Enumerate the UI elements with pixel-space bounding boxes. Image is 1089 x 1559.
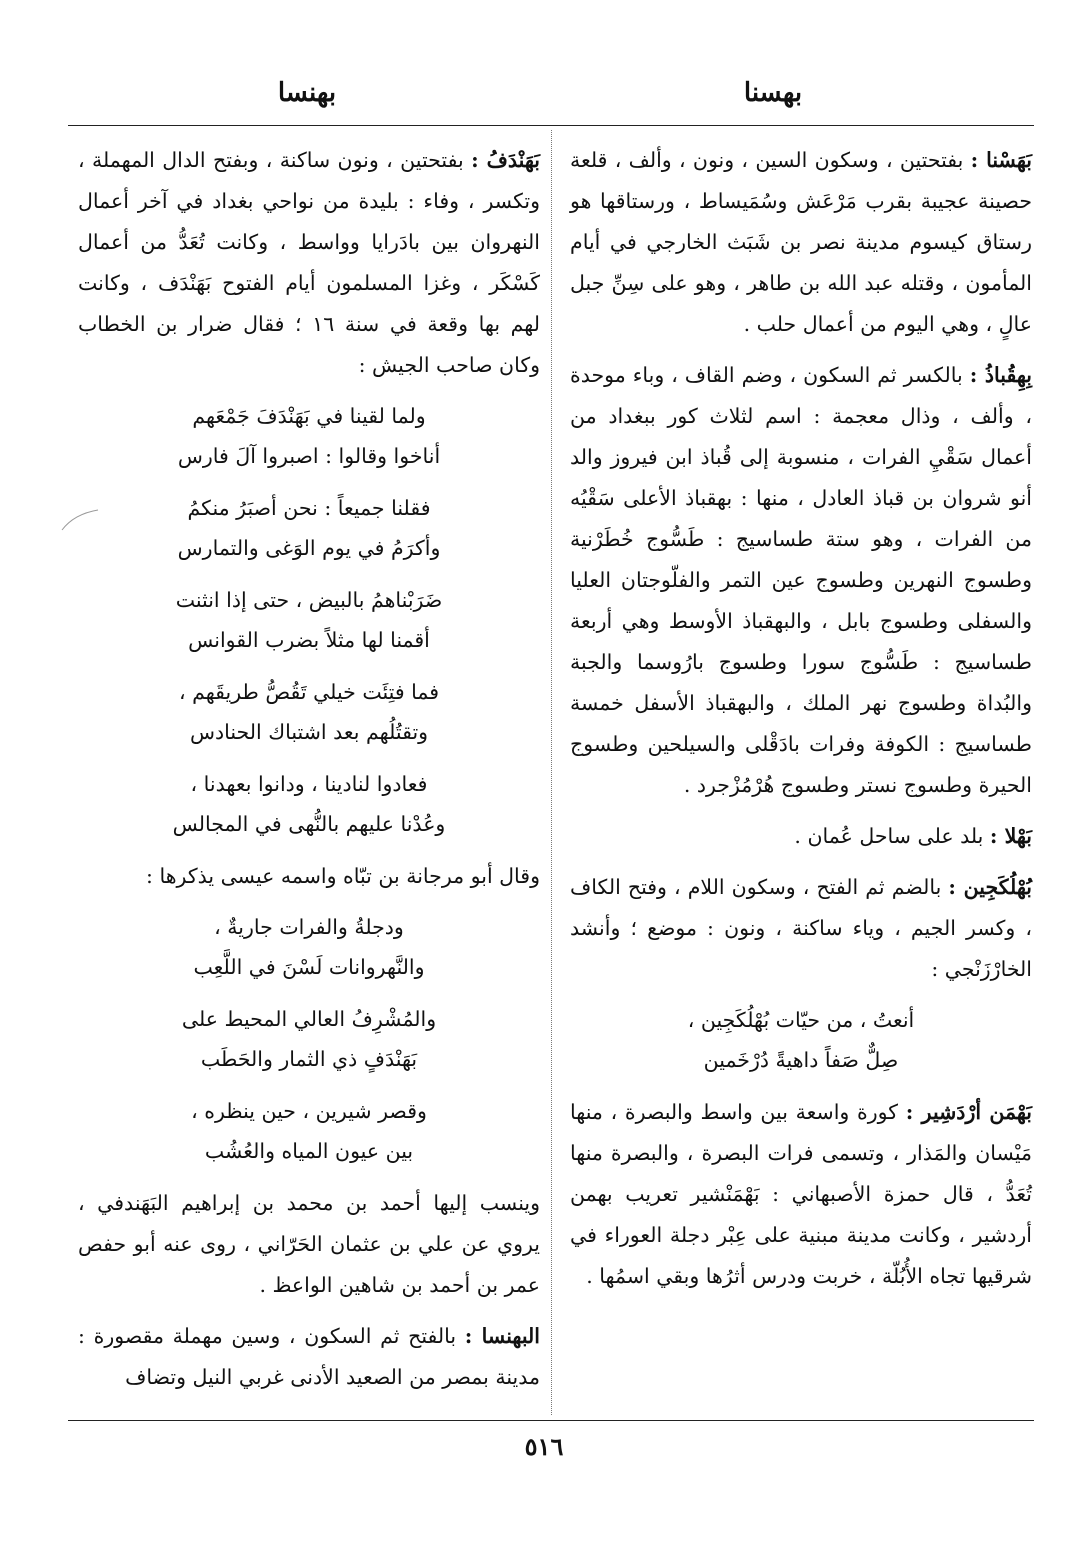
headword: البهنسا : bbox=[464, 1324, 540, 1348]
verse-line: وقصر شيرين ، حين ينظره ، bbox=[191, 1099, 427, 1123]
verse-line: بين عيون المياه والعُشُب bbox=[204, 1139, 414, 1163]
verse-line: فقلنا جميعاً : نحن أصبَرُ منكمُ bbox=[187, 496, 431, 520]
verse-line: والنَّهروانات لَسْنَ في اللَّعِب bbox=[193, 955, 425, 979]
bottom-rule bbox=[68, 1420, 1034, 1421]
entry-text: بالضم ثم الفتح ، وسكون اللام ، وفتح الكاف ، وكسر الجيم ، وياء ساكنة ، ونون : موضع ؛ وأنشد الخارْزَنْجي : bbox=[570, 875, 1032, 981]
verse-line: ودجلةُ والفرات جاريةٌ ، bbox=[214, 915, 404, 939]
entry-bahandaf bbox=[78, 140, 540, 386]
verse-block bbox=[570, 1000, 1032, 1080]
verse-line: أنعتُ ، من حيّات بُهْلُكَجِين ، bbox=[687, 1008, 915, 1032]
entry-bihiqubadh bbox=[570, 355, 1032, 806]
stray-pen-mark bbox=[60, 508, 100, 532]
verse-line: ضَرَبْناهمُ بالبيض ، حتى إذا انثنت bbox=[175, 588, 443, 612]
right-column bbox=[570, 140, 1032, 1307]
verse-block bbox=[78, 396, 540, 476]
verse-line: صِلٌّ صَفاً داهيةً دُرْخَمين bbox=[703, 1048, 899, 1072]
entry-text: وقال أبو مرجانة بن تبّاه واسمه عيسى يذكرها : bbox=[146, 864, 540, 888]
entry-text: بفتحتين ، وسكون السين ، ونون ، وألف ، قلعة حصينة عجيبة بقرب مَرْعَش وسُمَيساط ، ورستاقها هو رستاق كيسوم مدينة نصر بن شَبَث الخارجي في أيام المأمون ، وقتله عبد الله بن طاهر ، وهو على سِنِّ جبل عالٍ ، وهي اليوم من أعمال حلب . bbox=[570, 148, 1032, 336]
headword: بَهَسْنا : bbox=[970, 148, 1032, 172]
verse-line: وعُدْنا عليهم بالنُّهى في المجالس bbox=[172, 812, 446, 836]
entry-bahla bbox=[570, 816, 1032, 857]
left-column bbox=[78, 140, 540, 1408]
column-divider bbox=[551, 130, 552, 1415]
entry-bahman-ardashir bbox=[570, 1092, 1032, 1297]
verse-block bbox=[78, 672, 540, 752]
verse-block bbox=[78, 488, 540, 568]
headword: بُهْلُكَجِين : bbox=[948, 875, 1032, 899]
entry-text: بلد على ساحل عُمان . bbox=[794, 824, 984, 848]
running-header-left: بهنسا bbox=[277, 78, 337, 108]
top-rule bbox=[68, 125, 1034, 126]
verse-line: أناخوا وقالوا : اصبروا آلَ فارس bbox=[177, 444, 441, 468]
verse-line: بَهَنْدَفٍ ذي الثمار والحَطَب bbox=[200, 1047, 418, 1071]
verse-line: وتقتُلُهم بعد اشتباك الحنادس bbox=[189, 720, 429, 744]
entry-text-block bbox=[78, 1183, 540, 1306]
verse-line: ولما لقينا في بَهَنْدَفَ جَمْعَهم bbox=[192, 404, 426, 428]
headword: بَهَنْدَفُ : bbox=[471, 148, 540, 172]
verse-line: فما فتِئَت خيلي تَقُصُّ طريقَهم ، bbox=[178, 680, 440, 704]
entry-text: بالكسر ثم السكون ، وضم القاف ، وباء موحدة ، وألف ، وذال معجمة : اسم لثلاث كور ببغداد من أعمال سَقْيِ الفرات ، منسوبة إلى قُباذ ابن فيروز والد أنو شروان بن قباذ العادل ، منها : بهقباذ الأعلى سَقْيُه من الفرات ، وهو ستة طساسيج : طَسُّوج خُطَرْنية وطسوج النهرين وطسوج عين التمر والفلّوجتان العليا والسفلى وطسوج بابل ، والبهقباذ الأوسط وهي أربعة طساسيج : طَسُّوج سورا وطسوج بارُوسما والجبة والبُداة وطسوج نهر الملك ، والبهقباذ الأسفل خمسة طساسيج : الكوفة وفرات بادَقْلى والسيلحين وطسوج الحيرة وطسوج نستر وطسوج هُرْمُزْجرد . bbox=[570, 363, 1032, 797]
entry-bahasna bbox=[570, 140, 1032, 345]
verse-line: أقمنا لها مثلاً بضرب القوانس bbox=[188, 628, 430, 652]
page-number: ٥١٦ bbox=[524, 1432, 564, 1461]
verse-block bbox=[78, 999, 540, 1079]
headword: بَهْمَن أرْدَشِير : bbox=[905, 1100, 1032, 1124]
entry-text: بالفتح ثم السكون ، وسين مهملة مقصورة : مدينة بمصر من الصعيد الأدنى غربي النيل وتضاف bbox=[78, 1324, 540, 1389]
headword: بِهِقُباذُ : bbox=[969, 363, 1032, 387]
entry-text: وينسب إليها أحمد بن محمد بن إبراهيم البَهَندفي ، يروي عن علي بن عثمان الحَرّاني ، روى عنه أبو حفص عمر بن أحمد بن شاهين الواعظ . bbox=[78, 1191, 540, 1297]
headword: بَهْلا : bbox=[989, 824, 1032, 848]
verse-line: فعادوا لنادينا ، ودانوا بعهدنا ، bbox=[190, 772, 428, 796]
verse-block bbox=[78, 1091, 540, 1171]
entry-text: بفتحتين ، ونون ساكنة ، وبفتح الدال المهملة ، وتكسر ، وفاء : بليدة من نواحي بغداد في آخر أعمال النهروان بين بادَرايا وواسط ، وكانت تُعَدُّ من أعمال كَسْكَر ، وغزا المسلمون أيام الفتوح بَهَنْدَف ، وكانت لهم بها وقعة في سنة ١٦ ؛ فقال ضرار بن الخطاب وكان صاحب الجيش : bbox=[78, 148, 540, 377]
verse-block bbox=[78, 907, 540, 987]
entry-text: كورة واسعة بين واسط والبصرة ، منها مَيْسان والمَذار ، وتسمى فرات البصرة ، والبصرة منها تُعَدُّ ، قال حمزة الأصبهاني : بَهْمَنْشير تعريب بهمن أردشير ، وكانت مدينة مبنية على عِبْر دجلة العوراء في شرقيها تجاه الأُبُلّة ، خربت ودرس أثرُها وبقي اسمُها . bbox=[570, 1100, 1032, 1288]
verse-line: وأكرَمُ في يوم الوَغى والتمارس bbox=[177, 536, 441, 560]
verse-line: والمُشْرِفُ العالي المحيط على bbox=[181, 1007, 437, 1031]
verse-block bbox=[78, 764, 540, 844]
entry-text-block bbox=[78, 856, 540, 897]
entry-buhlukajin bbox=[570, 867, 1032, 990]
entry-albahnasa bbox=[78, 1316, 540, 1398]
running-header-right: بهسنا bbox=[743, 78, 803, 108]
verse-block bbox=[78, 580, 540, 660]
